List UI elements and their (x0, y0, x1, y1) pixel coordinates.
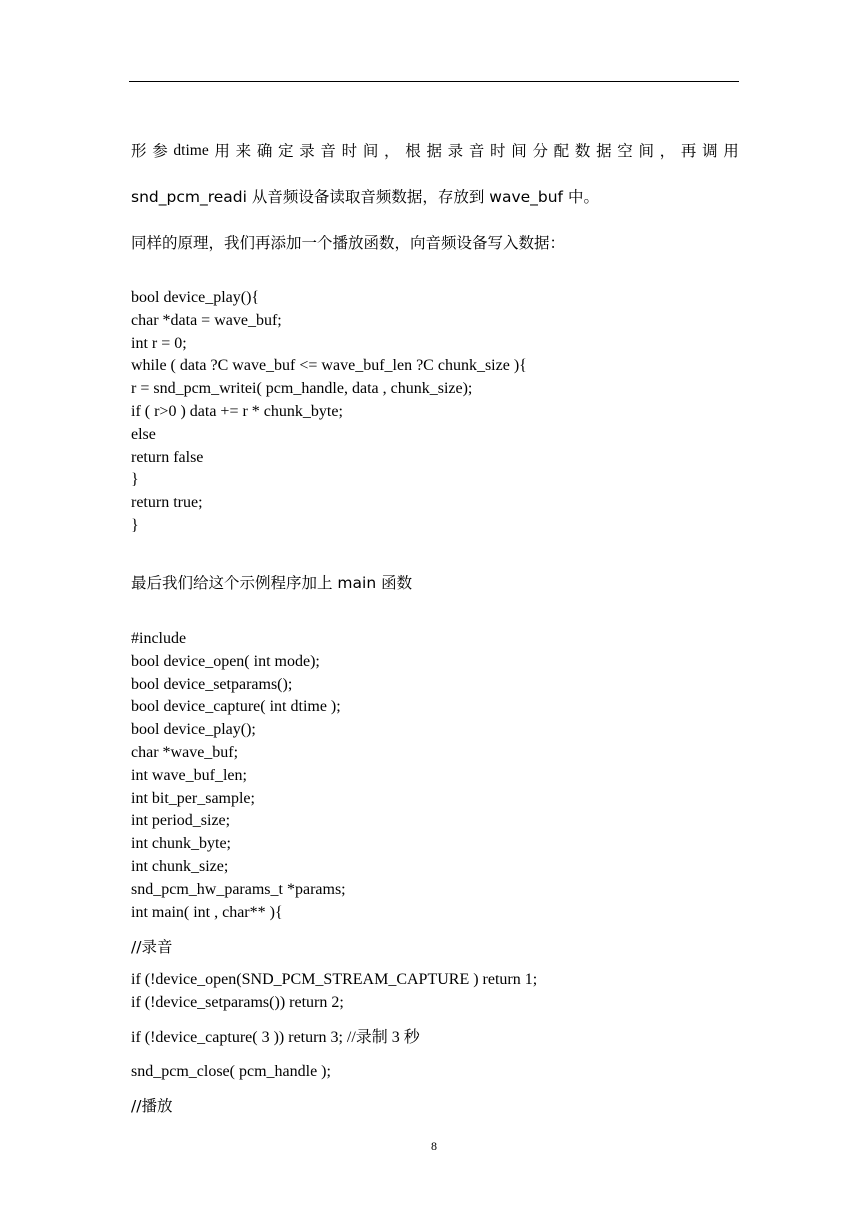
code-capture-line: if (!device_capture( 3 )) return 3; //录制 3 秒 (131, 1029, 420, 1046)
justified-token: 分 (532, 142, 548, 160)
code-line: if (!device_open(SND_PCM_STREAM_CAPTURE ) return 1; (131, 971, 538, 988)
code-line: bool device_capture( int dtime ); (131, 698, 341, 716)
justified-token: ， (659, 142, 676, 160)
justified-token: 音 (468, 142, 485, 160)
code-line: snd_pcm_hw_params_t *params; (131, 880, 346, 898)
justified-token: 空 (617, 142, 633, 160)
justified-token: 用 (214, 142, 230, 160)
justified-token: 间 (511, 142, 527, 160)
code-line: return true; (131, 494, 203, 512)
justified-token: 录 (447, 142, 464, 160)
justified-token: 再 (680, 142, 697, 160)
justified-token: 时 (490, 142, 506, 160)
paragraph-play-intro: 同样的原理，我们再添加一个播放函数，向音频设备写入数据： (131, 234, 566, 252)
justified-token: 时 (341, 142, 358, 160)
justified-token: 确 (256, 142, 273, 160)
code-line: } (131, 471, 139, 489)
justified-token: 用 (723, 142, 739, 160)
code-line: if ( r>0 ) data += r * chunk_byte; (131, 403, 343, 420)
justified-token: dtime (173, 142, 209, 159)
code-line: bool device_setparams(); (131, 675, 293, 693)
comment-play: //播放 (131, 1097, 173, 1115)
code-line: bool device_play(); (131, 721, 256, 739)
code-line: int chunk_byte; (131, 835, 231, 853)
code-line: r = snd_pcm_writei( pcm_handle, data , chunk_size); (131, 380, 473, 398)
page-number: 8 (431, 1139, 437, 1153)
code-line: char *data = wave_buf; (131, 311, 282, 329)
justified-token: 数 (574, 142, 591, 160)
paragraph-line-1 (131, 141, 739, 161)
code-line: bool device_play(){ (131, 289, 260, 306)
code-line: char *wave_buf; (131, 744, 239, 761)
justified-token: 录 (299, 142, 315, 160)
code-line: int main( int , char** ){ (131, 903, 283, 921)
justified-token: 音 (320, 142, 336, 160)
code-line: else (131, 425, 156, 443)
justified-token: 间 (362, 142, 379, 160)
code-line: #include (131, 630, 187, 647)
justified-token: 调 (702, 142, 718, 160)
code-line: int bit_per_sample; (131, 789, 255, 807)
justified-token: 定 (278, 142, 294, 160)
header-rule (129, 81, 739, 82)
justified-token: 间 (638, 142, 654, 160)
justified-token: ， (384, 142, 400, 160)
justified-token: 配 (553, 142, 570, 160)
comment-record: //录音 (131, 938, 173, 956)
code-line: return false (131, 448, 204, 466)
justified-token: 据 (596, 142, 612, 160)
code-line: if (!device_setparams()) return 2; (131, 994, 344, 1011)
justified-token: 形 (131, 142, 147, 160)
code-line: int chunk_size; (131, 858, 229, 875)
code-line: } (131, 517, 139, 534)
code-line: int wave_buf_len; (131, 766, 247, 784)
justified-token: 参 (152, 142, 168, 160)
code-line: while ( data ?C wave_buf <= wave_buf_len ?C chunk_size ){ (131, 357, 527, 375)
code-line: bool device_open( int mode); (131, 652, 320, 670)
justified-token: 根 (405, 142, 421, 160)
paragraph-main-intro: 最后我们给这个示例程序加上 main 函数 (131, 574, 413, 592)
justified-token: 来 (235, 142, 252, 160)
code-line: int period_size; (131, 812, 231, 830)
code-close-line: snd_pcm_close( pcm_handle ); (131, 1063, 331, 1080)
justified-token: 据 (426, 142, 442, 160)
code-line: int r = 0; (131, 334, 187, 352)
paragraph-line-2: snd_pcm_readi 从音频设备读取音频数据，存放到 wave_buf 中。 (131, 188, 599, 206)
